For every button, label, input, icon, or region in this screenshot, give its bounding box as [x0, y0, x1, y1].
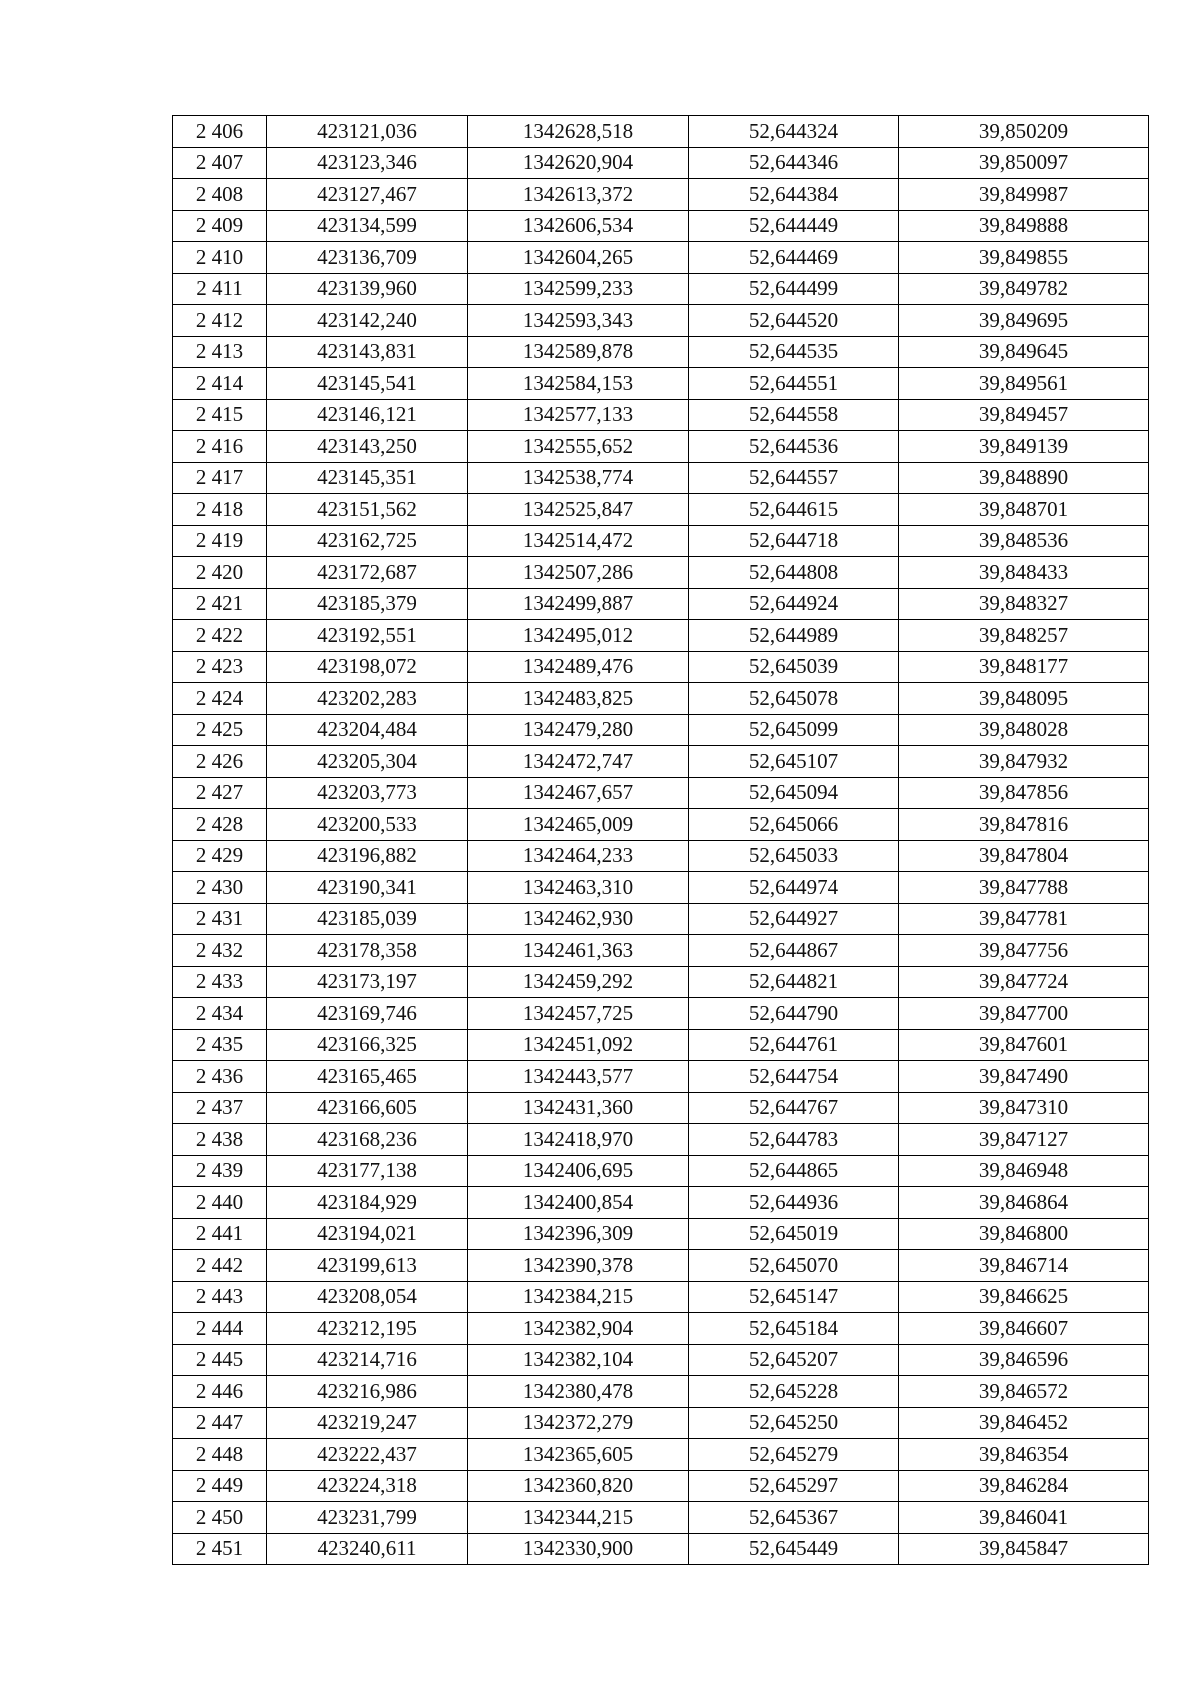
table-row: [173, 1502, 1149, 1534]
y-coordinate-cell: 1342462,930: [468, 903, 689, 935]
longitude-cell: 39,846354: [899, 1439, 1149, 1471]
latitude-cell: 52,645279: [689, 1439, 899, 1471]
x-coordinate-cell: 423212,195: [267, 1313, 468, 1345]
longitude-cell: 39,846714: [899, 1250, 1149, 1282]
longitude-cell: 39,849888: [899, 210, 1149, 242]
longitude-cell: 39,849782: [899, 273, 1149, 305]
longitude-cell: 39,848177: [899, 651, 1149, 683]
y-coordinate-cell: 1342499,887: [468, 588, 689, 620]
x-coordinate-cell: 423121,036: [267, 116, 468, 148]
y-coordinate-cell: 1342606,534: [468, 210, 689, 242]
latitude-cell: 52,644790: [689, 998, 899, 1030]
x-coordinate-cell: 423134,599: [267, 210, 468, 242]
x-coordinate-cell: 423190,341: [267, 872, 468, 904]
table-row: [173, 242, 1149, 274]
y-coordinate-cell: 1342525,847: [468, 494, 689, 526]
point-number-cell: 2 410: [173, 242, 267, 274]
x-coordinate-cell: 423202,283: [267, 683, 468, 715]
table-row: [173, 1218, 1149, 1250]
table-row: [173, 1439, 1149, 1471]
table-row: [173, 147, 1149, 179]
table-row: [173, 935, 1149, 967]
latitude-cell: 52,645094: [689, 777, 899, 809]
latitude-cell: 52,644324: [689, 116, 899, 148]
point-number-cell: 2 419: [173, 525, 267, 557]
y-coordinate-cell: 1342365,605: [468, 1439, 689, 1471]
x-coordinate-cell: 423204,484: [267, 714, 468, 746]
point-number-cell: 2 414: [173, 368, 267, 400]
longitude-cell: 39,849457: [899, 399, 1149, 431]
longitude-cell: 39,848701: [899, 494, 1149, 526]
longitude-cell: 39,848890: [899, 462, 1149, 494]
point-number-cell: 2 422: [173, 620, 267, 652]
longitude-cell: 39,850097: [899, 147, 1149, 179]
longitude-cell: 39,846572: [899, 1376, 1149, 1408]
point-number-cell: 2 433: [173, 966, 267, 998]
x-coordinate-cell: 423184,929: [267, 1187, 468, 1219]
latitude-cell: 52,644535: [689, 336, 899, 368]
latitude-cell: 52,645107: [689, 746, 899, 778]
x-coordinate-cell: 423240,611: [267, 1533, 468, 1565]
table-row: [173, 966, 1149, 998]
point-number-cell: 2 428: [173, 809, 267, 841]
table-row: [173, 305, 1149, 337]
x-coordinate-cell: 423145,351: [267, 462, 468, 494]
y-coordinate-cell: 1342613,372: [468, 179, 689, 211]
longitude-cell: 39,846607: [899, 1313, 1149, 1345]
point-number-cell: 2 448: [173, 1439, 267, 1471]
y-coordinate-cell: 1342443,577: [468, 1061, 689, 1093]
latitude-cell: 52,644867: [689, 935, 899, 967]
longitude-cell: 39,847490: [899, 1061, 1149, 1093]
latitude-cell: 52,645099: [689, 714, 899, 746]
x-coordinate-cell: 423185,379: [267, 588, 468, 620]
y-coordinate-cell: 1342463,310: [468, 872, 689, 904]
y-coordinate-cell: 1342538,774: [468, 462, 689, 494]
latitude-cell: 52,644865: [689, 1155, 899, 1187]
y-coordinate-cell: 1342483,825: [468, 683, 689, 715]
longitude-cell: 39,847127: [899, 1124, 1149, 1156]
y-coordinate-cell: 1342457,725: [468, 998, 689, 1030]
x-coordinate-cell: 423136,709: [267, 242, 468, 274]
y-coordinate-cell: 1342464,233: [468, 840, 689, 872]
table-row: [173, 777, 1149, 809]
x-coordinate-cell: 423173,197: [267, 966, 468, 998]
y-coordinate-cell: 1342372,279: [468, 1407, 689, 1439]
longitude-cell: 39,845847: [899, 1533, 1149, 1565]
table-row: [173, 1470, 1149, 1502]
latitude-cell: 52,644936: [689, 1187, 899, 1219]
latitude-cell: 52,644924: [689, 588, 899, 620]
y-coordinate-cell: 1342495,012: [468, 620, 689, 652]
point-number-cell: 2 408: [173, 179, 267, 211]
x-coordinate-cell: 423224,318: [267, 1470, 468, 1502]
point-number-cell: 2 431: [173, 903, 267, 935]
y-coordinate-cell: 1342380,478: [468, 1376, 689, 1408]
latitude-cell: 52,645250: [689, 1407, 899, 1439]
latitude-cell: 52,644927: [689, 903, 899, 935]
y-coordinate-cell: 1342384,215: [468, 1281, 689, 1313]
latitude-cell: 52,644384: [689, 179, 899, 211]
point-number-cell: 2 421: [173, 588, 267, 620]
latitude-cell: 52,644551: [689, 368, 899, 400]
point-number-cell: 2 407: [173, 147, 267, 179]
x-coordinate-cell: 423214,716: [267, 1344, 468, 1376]
y-coordinate-cell: 1342467,657: [468, 777, 689, 809]
latitude-cell: 52,644761: [689, 1029, 899, 1061]
longitude-cell: 39,848095: [899, 683, 1149, 715]
x-coordinate-cell: 423231,799: [267, 1502, 468, 1534]
longitude-cell: 39,846284: [899, 1470, 1149, 1502]
x-coordinate-cell: 423166,605: [267, 1092, 468, 1124]
longitude-cell: 39,848433: [899, 557, 1149, 589]
y-coordinate-cell: 1342382,904: [468, 1313, 689, 1345]
point-number-cell: 2 446: [173, 1376, 267, 1408]
latitude-cell: 52,644520: [689, 305, 899, 337]
y-coordinate-cell: 1342465,009: [468, 809, 689, 841]
y-coordinate-cell: 1342628,518: [468, 116, 689, 148]
latitude-cell: 52,644346: [689, 147, 899, 179]
latitude-cell: 52,645184: [689, 1313, 899, 1345]
table-row: [173, 1155, 1149, 1187]
x-coordinate-cell: 423208,054: [267, 1281, 468, 1313]
table-row: [173, 1533, 1149, 1565]
longitude-cell: 39,847601: [899, 1029, 1149, 1061]
longitude-cell: 39,846452: [899, 1407, 1149, 1439]
point-number-cell: 2 432: [173, 935, 267, 967]
y-coordinate-cell: 1342604,265: [468, 242, 689, 274]
table-row: [173, 210, 1149, 242]
table-row: [173, 399, 1149, 431]
x-coordinate-cell: 423199,613: [267, 1250, 468, 1282]
longitude-cell: 39,847310: [899, 1092, 1149, 1124]
table-row: [173, 431, 1149, 463]
x-coordinate-cell: 423219,247: [267, 1407, 468, 1439]
point-number-cell: 2 434: [173, 998, 267, 1030]
y-coordinate-cell: 1342431,360: [468, 1092, 689, 1124]
x-coordinate-cell: 423200,533: [267, 809, 468, 841]
x-coordinate-cell: 423222,437: [267, 1439, 468, 1471]
longitude-cell: 39,848327: [899, 588, 1149, 620]
y-coordinate-cell: 1342489,476: [468, 651, 689, 683]
latitude-cell: 52,644754: [689, 1061, 899, 1093]
x-coordinate-cell: 423194,021: [267, 1218, 468, 1250]
x-coordinate-cell: 423143,831: [267, 336, 468, 368]
point-number-cell: 2 440: [173, 1187, 267, 1219]
table-row: [173, 1344, 1149, 1376]
table-row: [173, 368, 1149, 400]
x-coordinate-cell: 423203,773: [267, 777, 468, 809]
y-coordinate-cell: 1342382,104: [468, 1344, 689, 1376]
y-coordinate-cell: 1342620,904: [468, 147, 689, 179]
x-coordinate-cell: 423165,465: [267, 1061, 468, 1093]
point-number-cell: 2 412: [173, 305, 267, 337]
point-number-cell: 2 447: [173, 1407, 267, 1439]
longitude-cell: 39,848028: [899, 714, 1149, 746]
point-number-cell: 2 426: [173, 746, 267, 778]
x-coordinate-cell: 423178,358: [267, 935, 468, 967]
longitude-cell: 39,848257: [899, 620, 1149, 652]
point-number-cell: 2 427: [173, 777, 267, 809]
y-coordinate-cell: 1342400,854: [468, 1187, 689, 1219]
table-row: [173, 620, 1149, 652]
latitude-cell: 52,644821: [689, 966, 899, 998]
coordinates-table: [172, 115, 1149, 1565]
longitude-cell: 39,849855: [899, 242, 1149, 274]
table-row: [173, 588, 1149, 620]
point-number-cell: 2 406: [173, 116, 267, 148]
y-coordinate-cell: 1342593,343: [468, 305, 689, 337]
latitude-cell: 52,645019: [689, 1218, 899, 1250]
y-coordinate-cell: 1342406,695: [468, 1155, 689, 1187]
longitude-cell: 39,849561: [899, 368, 1149, 400]
y-coordinate-cell: 1342459,292: [468, 966, 689, 998]
longitude-cell: 39,846625: [899, 1281, 1149, 1313]
point-number-cell: 2 439: [173, 1155, 267, 1187]
latitude-cell: 52,644449: [689, 210, 899, 242]
table-row: [173, 809, 1149, 841]
table-row: [173, 1092, 1149, 1124]
longitude-cell: 39,846948: [899, 1155, 1149, 1187]
table-row: [173, 1250, 1149, 1282]
y-coordinate-cell: 1342472,747: [468, 746, 689, 778]
point-number-cell: 2 435: [173, 1029, 267, 1061]
latitude-cell: 52,644783: [689, 1124, 899, 1156]
y-coordinate-cell: 1342390,378: [468, 1250, 689, 1282]
y-coordinate-cell: 1342360,820: [468, 1470, 689, 1502]
table-row: [173, 494, 1149, 526]
x-coordinate-cell: 423185,039: [267, 903, 468, 935]
longitude-cell: 39,846864: [899, 1187, 1149, 1219]
latitude-cell: 52,644989: [689, 620, 899, 652]
point-number-cell: 2 438: [173, 1124, 267, 1156]
y-coordinate-cell: 1342577,133: [468, 399, 689, 431]
table-row: [173, 998, 1149, 1030]
latitude-cell: 52,644536: [689, 431, 899, 463]
y-coordinate-cell: 1342330,900: [468, 1533, 689, 1565]
longitude-cell: 39,847724: [899, 966, 1149, 998]
latitude-cell: 52,645070: [689, 1250, 899, 1282]
longitude-cell: 39,848536: [899, 525, 1149, 557]
y-coordinate-cell: 1342396,309: [468, 1218, 689, 1250]
point-number-cell: 2 429: [173, 840, 267, 872]
table-row: [173, 683, 1149, 715]
longitude-cell: 39,849139: [899, 431, 1149, 463]
x-coordinate-cell: 423192,551: [267, 620, 468, 652]
y-coordinate-cell: 1342555,652: [468, 431, 689, 463]
x-coordinate-cell: 423169,746: [267, 998, 468, 1030]
table-row: [173, 273, 1149, 305]
longitude-cell: 39,846041: [899, 1502, 1149, 1534]
longitude-cell: 39,847781: [899, 903, 1149, 935]
x-coordinate-cell: 423139,960: [267, 273, 468, 305]
point-number-cell: 2 450: [173, 1502, 267, 1534]
latitude-cell: 52,645147: [689, 1281, 899, 1313]
point-number-cell: 2 445: [173, 1344, 267, 1376]
table-row: [173, 903, 1149, 935]
longitude-cell: 39,847932: [899, 746, 1149, 778]
latitude-cell: 52,644767: [689, 1092, 899, 1124]
table-row: [173, 1124, 1149, 1156]
x-coordinate-cell: 423172,687: [267, 557, 468, 589]
x-coordinate-cell: 423142,240: [267, 305, 468, 337]
point-number-cell: 2 415: [173, 399, 267, 431]
x-coordinate-cell: 423123,346: [267, 147, 468, 179]
latitude-cell: 52,644557: [689, 462, 899, 494]
y-coordinate-cell: 1342584,153: [468, 368, 689, 400]
point-number-cell: 2 413: [173, 336, 267, 368]
y-coordinate-cell: 1342451,092: [468, 1029, 689, 1061]
point-number-cell: 2 418: [173, 494, 267, 526]
point-number-cell: 2 441: [173, 1218, 267, 1250]
x-coordinate-cell: 423198,072: [267, 651, 468, 683]
latitude-cell: 52,644499: [689, 273, 899, 305]
table-row: [173, 116, 1149, 148]
x-coordinate-cell: 423168,236: [267, 1124, 468, 1156]
point-number-cell: 2 451: [173, 1533, 267, 1565]
point-number-cell: 2 411: [173, 273, 267, 305]
latitude-cell: 52,645033: [689, 840, 899, 872]
y-coordinate-cell: 1342589,878: [468, 336, 689, 368]
y-coordinate-cell: 1342514,472: [468, 525, 689, 557]
longitude-cell: 39,847804: [899, 840, 1149, 872]
table-row: [173, 651, 1149, 683]
longitude-cell: 39,850209: [899, 116, 1149, 148]
table-row: [173, 336, 1149, 368]
point-number-cell: 2 416: [173, 431, 267, 463]
table-row: [173, 746, 1149, 778]
y-coordinate-cell: 1342461,363: [468, 935, 689, 967]
table-row: [173, 1376, 1149, 1408]
latitude-cell: 52,645367: [689, 1502, 899, 1534]
longitude-cell: 39,847816: [899, 809, 1149, 841]
x-coordinate-cell: 423177,138: [267, 1155, 468, 1187]
y-coordinate-cell: 1342599,233: [468, 273, 689, 305]
longitude-cell: 39,847856: [899, 777, 1149, 809]
latitude-cell: 52,645207: [689, 1344, 899, 1376]
y-coordinate-cell: 1342344,215: [468, 1502, 689, 1534]
point-number-cell: 2 437: [173, 1092, 267, 1124]
x-coordinate-cell: 423143,250: [267, 431, 468, 463]
x-coordinate-cell: 423216,986: [267, 1376, 468, 1408]
x-coordinate-cell: 423151,562: [267, 494, 468, 526]
latitude-cell: 52,644718: [689, 525, 899, 557]
x-coordinate-cell: 423146,121: [267, 399, 468, 431]
latitude-cell: 52,645066: [689, 809, 899, 841]
table-row: [173, 1187, 1149, 1219]
table-row: [173, 1029, 1149, 1061]
latitude-cell: 52,644974: [689, 872, 899, 904]
y-coordinate-cell: 1342507,286: [468, 557, 689, 589]
latitude-cell: 52,645449: [689, 1533, 899, 1565]
point-number-cell: 2 430: [173, 872, 267, 904]
point-number-cell: 2 449: [173, 1470, 267, 1502]
point-number-cell: 2 444: [173, 1313, 267, 1345]
x-coordinate-cell: 423196,882: [267, 840, 468, 872]
latitude-cell: 52,644808: [689, 557, 899, 589]
table-row: [173, 1407, 1149, 1439]
table-row: [173, 714, 1149, 746]
table-row: [173, 1313, 1149, 1345]
point-number-cell: 2 442: [173, 1250, 267, 1282]
point-number-cell: 2 443: [173, 1281, 267, 1313]
x-coordinate-cell: 423127,467: [267, 179, 468, 211]
x-coordinate-cell: 423162,725: [267, 525, 468, 557]
table-row: [173, 1281, 1149, 1313]
latitude-cell: 52,645039: [689, 651, 899, 683]
y-coordinate-cell: 1342418,970: [468, 1124, 689, 1156]
latitude-cell: 52,645297: [689, 1470, 899, 1502]
table-row: [173, 557, 1149, 589]
x-coordinate-cell: 423145,541: [267, 368, 468, 400]
table-row: [173, 872, 1149, 904]
longitude-cell: 39,846596: [899, 1344, 1149, 1376]
latitude-cell: 52,645228: [689, 1376, 899, 1408]
point-number-cell: 2 409: [173, 210, 267, 242]
latitude-cell: 52,644558: [689, 399, 899, 431]
point-number-cell: 2 436: [173, 1061, 267, 1093]
y-coordinate-cell: 1342479,280: [468, 714, 689, 746]
longitude-cell: 39,847700: [899, 998, 1149, 1030]
longitude-cell: 39,846800: [899, 1218, 1149, 1250]
point-number-cell: 2 417: [173, 462, 267, 494]
latitude-cell: 52,645078: [689, 683, 899, 715]
table-row: [173, 840, 1149, 872]
x-coordinate-cell: 423166,325: [267, 1029, 468, 1061]
table-row: [173, 462, 1149, 494]
table-row: [173, 525, 1149, 557]
latitude-cell: 52,644615: [689, 494, 899, 526]
point-number-cell: 2 423: [173, 651, 267, 683]
longitude-cell: 39,849695: [899, 305, 1149, 337]
x-coordinate-cell: 423205,304: [267, 746, 468, 778]
coordinates-table-body: [173, 116, 1149, 1565]
longitude-cell: 39,847788: [899, 872, 1149, 904]
table-row: [173, 1061, 1149, 1093]
point-number-cell: 2 420: [173, 557, 267, 589]
longitude-cell: 39,849645: [899, 336, 1149, 368]
longitude-cell: 39,847756: [899, 935, 1149, 967]
longitude-cell: 39,849987: [899, 179, 1149, 211]
latitude-cell: 52,644469: [689, 242, 899, 274]
point-number-cell: 2 424: [173, 683, 267, 715]
table-row: [173, 179, 1149, 211]
point-number-cell: 2 425: [173, 714, 267, 746]
